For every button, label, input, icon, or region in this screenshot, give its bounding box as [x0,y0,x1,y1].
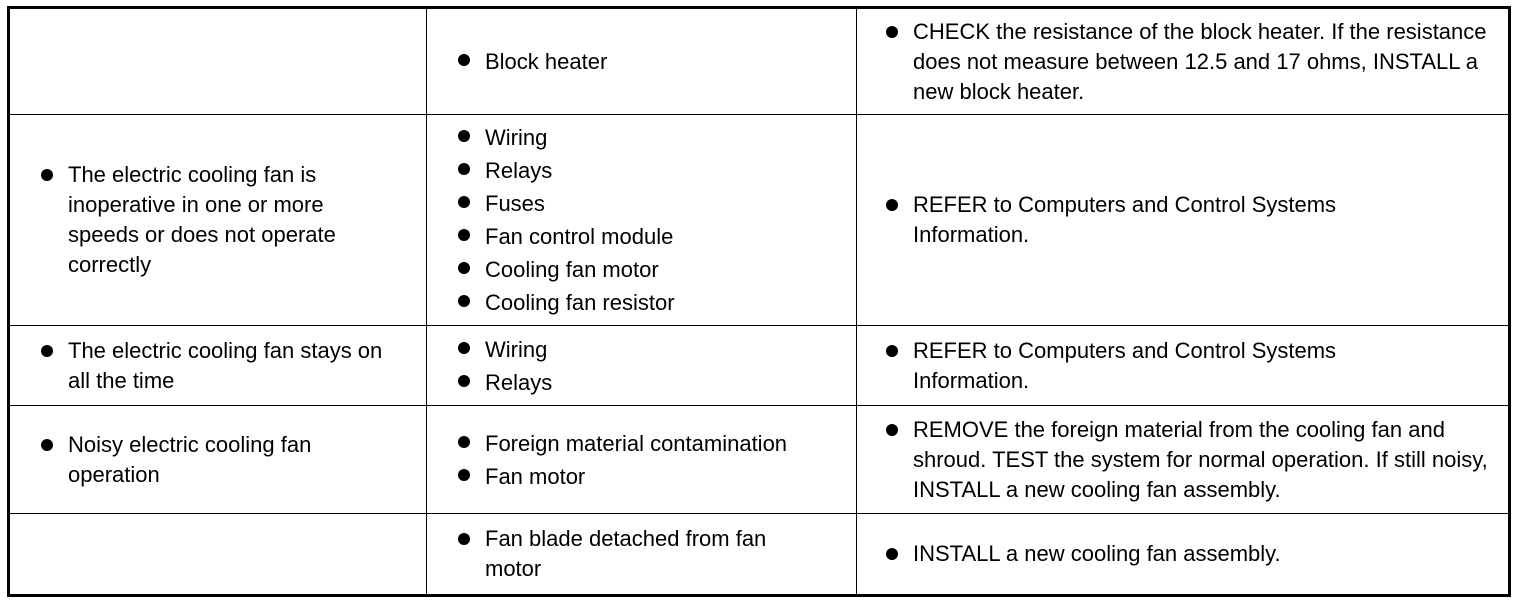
source-item: Cooling fan motor [445,253,856,286]
source-item: Cooling fan resistor [445,286,856,319]
table-row [9,115,1510,326]
symptom-cell [9,326,427,406]
action-list [857,539,1508,569]
symptom-item: The electric cooling fan stays on all the time [28,336,406,396]
source-list [427,333,856,399]
table-row [9,326,1510,406]
symptom-cell [9,406,427,514]
action-cell [857,326,1510,406]
symptom-cell [9,115,427,326]
action-item: REMOVE the foreign material from the cooling fan and shroud. TEST the system for normal operation. If still noisy, INSTALL a new cooling fan assembly. [873,415,1490,505]
symptom-item: Noisy electric cooling fan operation [28,430,366,490]
action-item: REFER to Computers and Control Systems Information. [873,336,1398,396]
source-item: Foreign material contamination [445,427,856,460]
symptom-item: The electric cooling fan is inoperative in one or more speeds or does not operate correctly [28,160,396,280]
table-row [9,8,1510,115]
possible-source-cell [427,115,857,326]
source-item: Relays [445,366,856,399]
action-item: CHECK the resistance of the block heater. If the resistance does not measure between 12.5 and 17 ohms, INSTALL a new block heater. [873,17,1490,107]
source-list [427,427,856,493]
source-item: Wiring [445,121,856,154]
source-list [427,45,856,78]
action-item: INSTALL a new cooling fan assembly. [873,539,1490,569]
source-item: Wiring [445,333,856,366]
action-list [857,190,1508,250]
possible-source-cell [427,326,857,406]
source-item: Fan blade detached from fan motor [445,524,816,584]
source-item: Relays [445,154,856,187]
possible-source-cell [427,514,857,596]
action-cell [857,514,1510,596]
symptom-list [10,430,426,490]
symptom-list [10,336,426,396]
action-cell [857,115,1510,326]
action-cell [857,406,1510,514]
source-item: Fan control module [445,220,856,253]
symptom-list [10,160,426,280]
action-list [857,17,1508,107]
possible-source-cell [427,8,857,115]
action-list [857,336,1508,396]
action-cell [857,8,1510,115]
table-row [9,514,1510,596]
symptom-cell [9,8,427,115]
source-list [427,524,856,584]
source-item: Block heater [445,45,856,78]
source-list [427,121,856,319]
possible-source-cell [427,406,857,514]
action-list [857,415,1508,505]
symptom-cell [9,514,427,596]
diagnosis-table [7,6,1511,597]
source-item: Fuses [445,187,856,220]
action-item: REFER to Computers and Control Systems Information. [873,190,1398,250]
source-item: Fan motor [445,460,856,493]
table-row [9,406,1510,514]
